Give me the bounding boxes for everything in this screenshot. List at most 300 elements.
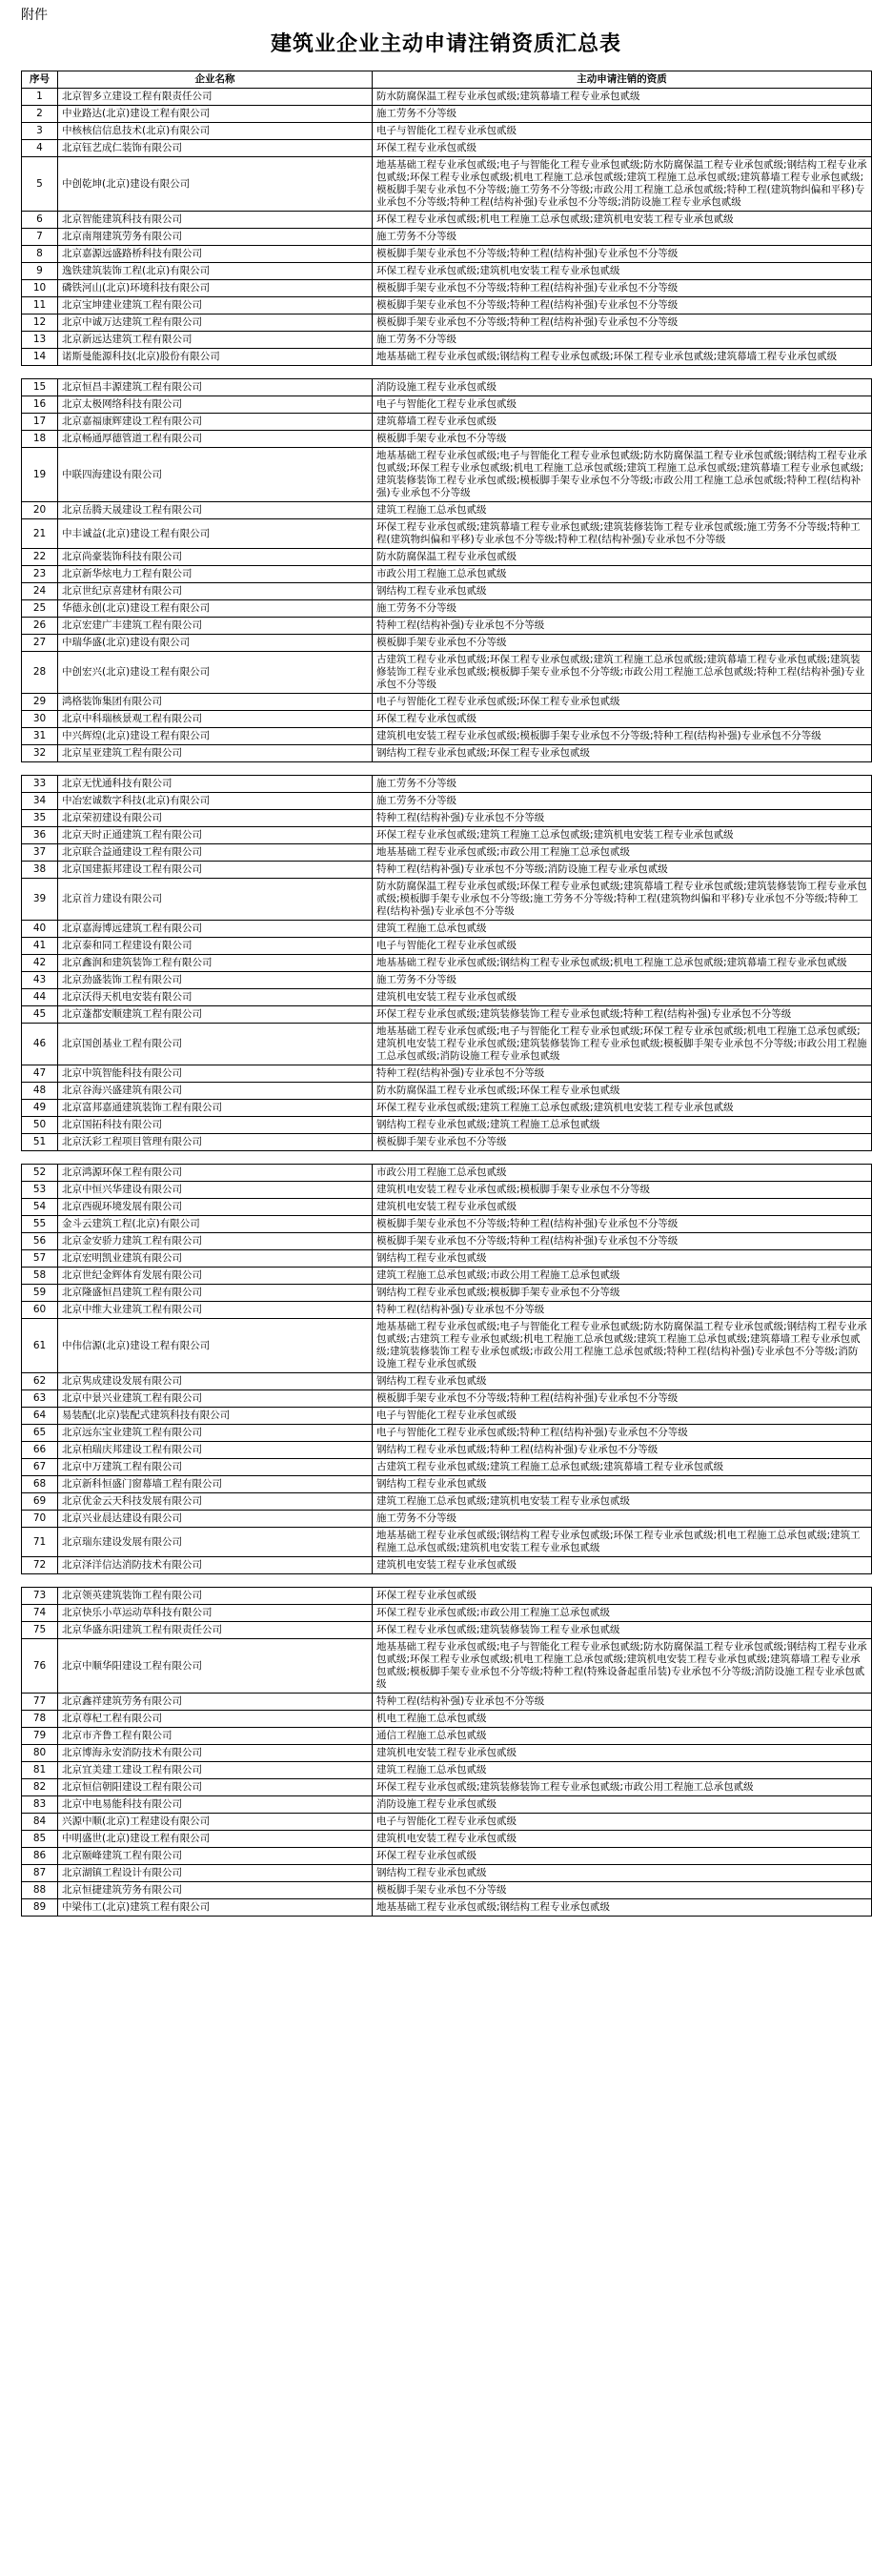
row-seq: 72 [22, 1557, 58, 1574]
table-row [22, 1694, 872, 1711]
table-row [22, 1796, 872, 1814]
row-qualification: 模板脚手架专业承包不分等级 [373, 1134, 872, 1151]
table-row [22, 618, 872, 635]
row-seq: 9 [22, 263, 58, 280]
row-qualification: 钢结构工程专业承包贰级 [373, 583, 872, 600]
row-qualification: 电子与智能化工程专业承包贰级 [373, 1408, 872, 1425]
table-row [22, 263, 872, 280]
row-company-name: 逸铁建筑装饰工程(北京)有限公司 [58, 263, 373, 280]
row-company-name: 北京劲盛装饰工程有限公司 [58, 972, 373, 989]
row-company-name: 易装配(北京)装配式建筑科技有限公司 [58, 1408, 373, 1425]
row-qualification: 防水防腐保温工程专业承包贰级;环保工程专业承包贰级;建筑幕墙工程专业承包贰级;建筑装修装饰工程专业承包贰级;模板脚手架专业承包不分等级;施工劳务不分等级;特种工程(建筑物纠偏和平移)专业承包不分等级;特种工程(结构补强)专业承包不分等级 [373, 879, 872, 921]
group-spacer-cell [22, 762, 872, 776]
table-row [22, 1728, 872, 1745]
table-row [22, 1117, 872, 1134]
table-header-row [22, 71, 872, 89]
row-seq: 23 [22, 566, 58, 583]
row-company-name: 北京远东宝业建筑工程有限公司 [58, 1425, 373, 1442]
row-qualification: 古建筑工程专业承包贰级;环保工程专业承包贰级;建筑工程施工总承包贰级;建筑幕墙工程专业承包贰级;建筑装修装饰工程专业承包贰级;模板脚手架专业承包不分等级;市政公用工程施工总承包贰级;特种工程(结构补强)专业承包不分等级 [373, 652, 872, 694]
table-row [22, 1848, 872, 1865]
table-row [22, 212, 872, 229]
row-seq: 79 [22, 1728, 58, 1745]
row-qualification: 环保工程专业承包贰级 [373, 1588, 872, 1605]
row-seq: 24 [22, 583, 58, 600]
row-seq: 35 [22, 810, 58, 827]
table-row [22, 1899, 872, 1917]
table-row [22, 793, 872, 810]
row-seq: 81 [22, 1762, 58, 1779]
table-row [22, 972, 872, 989]
row-seq: 41 [22, 938, 58, 955]
row-seq: 12 [22, 314, 58, 332]
row-qualification: 地基基础工程专业承包贰级;电子与智能化工程专业承包贰级;防水防腐保温工程专业承包贰级;钢结构工程专业承包贰级;古建筑工程专业承包贰级;机电工程施工总承包贰级;建筑工程施工总承包贰级;建筑幕墙工程专业承包贰级;建筑装修装饰工程专业承包贰级;市政公用工程施工总承包贰级;特种工程(结构补强)专业承包不分等级;消防设施工程专业承包贰级 [373, 1319, 872, 1373]
row-company-name: 北京金安骄力建筑工程有限公司 [58, 1233, 373, 1250]
table-row [22, 106, 872, 123]
row-seq: 78 [22, 1711, 58, 1728]
row-qualification: 钢结构工程专业承包贰级;环保工程专业承包贰级 [373, 745, 872, 762]
row-company-name: 北京中诚万达建筑工程有限公司 [58, 314, 373, 332]
row-qualification: 防水防腐保温工程专业承包贰级 [373, 549, 872, 566]
row-seq: 8 [22, 246, 58, 263]
row-seq: 71 [22, 1528, 58, 1557]
row-seq: 50 [22, 1117, 58, 1134]
table-row [22, 776, 872, 793]
row-qualification: 环保工程专业承包贰级 [373, 140, 872, 157]
row-qualification: 模板脚手架专业承包不分等级 [373, 1882, 872, 1899]
row-company-name: 中联四海建设有限公司 [58, 448, 373, 502]
row-company-name: 北京中电易能科技有限公司 [58, 1796, 373, 1814]
header-qualification: 主动申请注销的资质 [373, 71, 872, 89]
row-company-name: 北京富邦嘉通建筑装饰工程有限公司 [58, 1100, 373, 1117]
row-company-name: 中伟信源(北京)建设工程有限公司 [58, 1319, 373, 1373]
table-row [22, 89, 872, 106]
row-qualification: 电子与智能化工程专业承包贰级 [373, 1814, 872, 1831]
table-row [22, 1100, 872, 1117]
row-seq: 63 [22, 1390, 58, 1408]
row-company-name: 北京谷海兴盛建筑有限公司 [58, 1083, 373, 1100]
row-qualification: 地基基础工程专业承包贰级;电子与智能化工程专业承包贰级;环保工程专业承包贰级;机电工程施工总承包贰级;建筑机电安装工程专业承包贰级;建筑装修装饰工程专业承包贰级;模板脚手架专业承包不分等级;市政公用工程施工总承包贰级;消防设施工程专业承包贰级 [373, 1024, 872, 1065]
row-company-name: 中核核信信息技术(北京)有限公司 [58, 123, 373, 140]
row-company-name: 北京世纪京喜建材有限公司 [58, 583, 373, 600]
row-company-name: 中丰诚益(北京)建设工程有限公司 [58, 519, 373, 549]
row-company-name: 北京隽成建设发展有限公司 [58, 1373, 373, 1390]
row-qualification: 古建筑工程专业承包贰级;建筑工程施工总承包贰级;建筑幕墙工程专业承包贰级 [373, 1459, 872, 1476]
row-company-name: 中兴辉煌(北京)建设工程有限公司 [58, 728, 373, 745]
row-company-name: 北京联合益通建设工程有限公司 [58, 844, 373, 862]
table-row [22, 1493, 872, 1511]
row-qualification: 环保工程专业承包贰级;机电工程施工总承包贰级;建筑机电安装工程专业承包贰级 [373, 212, 872, 229]
row-seq: 32 [22, 745, 58, 762]
row-qualification: 建筑工程施工总承包贰级;建筑机电安装工程专业承包贰级 [373, 1493, 872, 1511]
row-qualification: 地基基础工程专业承包贰级;钢结构工程专业承包贰级;环保工程专业承包贰级;机电工程施工总承包贰级;建筑工程施工总承包贰级;建筑机电安装工程专业承包贰级 [373, 1528, 872, 1557]
row-qualification: 环保工程专业承包贰级;建筑装修装饰工程专业承包贰级;特种工程(结构补强)专业承包不分等级 [373, 1006, 872, 1024]
row-qualification: 地基基础工程专业承包贰级;钢结构工程专业承包贰级;环保工程专业承包贰级;建筑幕墙工程专业承包贰级 [373, 349, 872, 366]
row-qualification: 环保工程专业承包贰级;建筑工程施工总承包贰级;建筑机电安装工程专业承包贰级 [373, 827, 872, 844]
row-company-name: 北京颐峰建筑工程有限公司 [58, 1848, 373, 1865]
row-qualification: 钢结构工程专业承包贰级;模板脚手架专业承包不分等级 [373, 1285, 872, 1302]
row-company-name: 北京宝坤建业建筑工程有限公司 [58, 297, 373, 314]
row-company-name: 北京宏明凯业建筑有限公司 [58, 1250, 373, 1268]
table-row [22, 745, 872, 762]
row-qualification: 市政公用工程施工总承包贰级 [373, 1165, 872, 1182]
row-qualification: 模板脚手架专业承包不分等级;特种工程(结构补强)专业承包不分等级 [373, 297, 872, 314]
row-qualification: 钢结构工程专业承包贰级 [373, 1476, 872, 1493]
group-spacer [22, 366, 872, 379]
row-company-name: 鸿格装饰集团有限公司 [58, 694, 373, 711]
row-seq: 40 [22, 921, 58, 938]
table-row [22, 1588, 872, 1605]
row-company-name: 北京嘉海博远建筑工程有限公司 [58, 921, 373, 938]
row-seq: 6 [22, 212, 58, 229]
row-qualification: 地基基础工程专业承包贰级;市政公用工程施工总承包贰级 [373, 844, 872, 862]
row-seq: 48 [22, 1083, 58, 1100]
row-seq: 38 [22, 862, 58, 879]
table-row [22, 1865, 872, 1882]
row-seq: 21 [22, 519, 58, 549]
table-row [22, 989, 872, 1006]
table-row [22, 246, 872, 263]
row-seq: 11 [22, 297, 58, 314]
row-seq: 20 [22, 502, 58, 519]
row-seq: 37 [22, 844, 58, 862]
row-company-name: 北京瑞东建设发展有限公司 [58, 1528, 373, 1557]
row-company-name: 北京鑫祥建筑劳务有限公司 [58, 1694, 373, 1711]
row-seq: 43 [22, 972, 58, 989]
row-company-name: 北京中维大业建筑工程有限公司 [58, 1302, 373, 1319]
row-seq: 45 [22, 1006, 58, 1024]
table-row [22, 1065, 872, 1083]
row-qualification: 建筑机电安装工程专业承包贰级 [373, 1831, 872, 1848]
row-seq: 16 [22, 396, 58, 414]
row-seq: 31 [22, 728, 58, 745]
row-seq: 2 [22, 106, 58, 123]
table-row [22, 157, 872, 212]
row-seq: 27 [22, 635, 58, 652]
row-company-name: 北京博海永安消防技术有限公司 [58, 1745, 373, 1762]
table-row [22, 1268, 872, 1285]
row-qualification: 建筑机电安装工程专业承包贰级;模板脚手架专业承包不分等级 [373, 1182, 872, 1199]
table-row [22, 414, 872, 431]
table-row [22, 1711, 872, 1728]
row-company-name: 中冶宏诚数字科技(北京)有限公司 [58, 793, 373, 810]
row-seq: 55 [22, 1216, 58, 1233]
group-spacer-cell [22, 1151, 872, 1165]
row-seq: 82 [22, 1779, 58, 1796]
table-row [22, 921, 872, 938]
row-seq: 5 [22, 157, 58, 212]
row-company-name: 北京宜美建工建设工程有限公司 [58, 1762, 373, 1779]
table-row [22, 1182, 872, 1199]
row-seq: 80 [22, 1745, 58, 1762]
row-qualification: 环保工程专业承包贰级;建筑幕墙工程专业承包贰级;建筑装修装饰工程专业承包贰级;施工劳务不分等级;特种工程(建筑物纠偏和平移)专业承包不分等级;特种工程(结构补强)专业承包不分等级 [373, 519, 872, 549]
row-seq: 49 [22, 1100, 58, 1117]
row-seq: 68 [22, 1476, 58, 1493]
table-row [22, 1882, 872, 1899]
row-company-name: 北京中顺华阳建设工程有限公司 [58, 1639, 373, 1694]
table-row [22, 431, 872, 448]
row-company-name: 北京新华炫电力工程有限公司 [58, 566, 373, 583]
row-qualification: 电子与智能化工程专业承包贰级 [373, 396, 872, 414]
row-seq: 88 [22, 1882, 58, 1899]
row-company-name: 北京隆盛恒昌建筑工程有限公司 [58, 1285, 373, 1302]
row-seq: 64 [22, 1408, 58, 1425]
table-row [22, 1390, 872, 1408]
row-seq: 10 [22, 280, 58, 297]
table-row [22, 694, 872, 711]
row-seq: 14 [22, 349, 58, 366]
row-qualification: 模板脚手架专业承包不分等级 [373, 635, 872, 652]
row-company-name: 北京泽洋信达消防技术有限公司 [58, 1557, 373, 1574]
table-row [22, 332, 872, 349]
row-qualification: 模板脚手架专业承包不分等级;特种工程(结构补强)专业承包不分等级 [373, 1233, 872, 1250]
table-row [22, 1814, 872, 1831]
row-seq: 28 [22, 652, 58, 694]
table-row [22, 123, 872, 140]
table-row [22, 1639, 872, 1694]
table-row [22, 1216, 872, 1233]
row-qualification: 电子与智能化工程专业承包贰级;特种工程(结构补强)专业承包不分等级 [373, 1425, 872, 1442]
table-row [22, 379, 872, 396]
table-row [22, 1250, 872, 1268]
row-company-name: 北京恒昌丰源建筑工程有限公司 [58, 379, 373, 396]
row-qualification: 建筑工程施工总承包贰级 [373, 1762, 872, 1779]
row-seq: 57 [22, 1250, 58, 1268]
group-spacer [22, 1151, 872, 1165]
row-seq: 76 [22, 1639, 58, 1694]
row-seq: 62 [22, 1373, 58, 1390]
row-qualification: 钢结构工程专业承包贰级;建筑工程施工总承包贰级 [373, 1117, 872, 1134]
row-qualification: 地基基础工程专业承包贰级;电子与智能化工程专业承包贰级;防水防腐保温工程专业承包贰级;钢结构工程专业承包贰级;环保工程专业承包贰级;机电工程施工总承包贰级;建筑工程施工总承包贰级;建筑幕墙工程专业承包贰级;建筑装修装饰工程专业承包贰级;模板脚手架专业承包不分等级;市政公用工程施工总承包贰级;特种工程(结构补强)专业承包不分等级 [373, 448, 872, 502]
group-spacer-cell [22, 366, 872, 379]
row-company-name: 北京鑫润和建筑装饰工程有限公司 [58, 955, 373, 972]
row-seq: 84 [22, 1814, 58, 1831]
row-seq: 83 [22, 1796, 58, 1814]
row-company-name: 北京智多立建设工程有限责任公司 [58, 89, 373, 106]
row-qualification: 环保工程专业承包贰级 [373, 1848, 872, 1865]
row-qualification: 环保工程专业承包贰级;市政公用工程施工总承包贰级 [373, 1605, 872, 1622]
row-company-name: 北京沃彩工程项目管理有限公司 [58, 1134, 373, 1151]
row-qualification: 模板脚手架专业承包不分等级;特种工程(结构补强)专业承包不分等级 [373, 314, 872, 332]
row-qualification: 防水防腐保温工程专业承包贰级;建筑幕墙工程专业承包贰级 [373, 89, 872, 106]
row-company-name: 北京湖镇工程设计有限公司 [58, 1865, 373, 1882]
group-spacer-cell [22, 1574, 872, 1588]
row-seq: 36 [22, 827, 58, 844]
table-row [22, 1199, 872, 1216]
row-qualification: 环保工程专业承包贰级;建筑装修装饰工程专业承包贰级;市政公用工程施工总承包贰级 [373, 1779, 872, 1796]
table-row [22, 1762, 872, 1779]
row-company-name: 北京中万建筑工程有限公司 [58, 1459, 373, 1476]
row-seq: 74 [22, 1605, 58, 1622]
row-company-name: 北京无忧通科技有限公司 [58, 776, 373, 793]
table-row [22, 1425, 872, 1442]
table-row [22, 1779, 872, 1796]
table-row [22, 879, 872, 921]
row-qualification: 建筑幕墙工程专业承包贰级 [373, 414, 872, 431]
table-row [22, 1557, 872, 1574]
table-row [22, 1006, 872, 1024]
table-row [22, 827, 872, 844]
row-seq: 7 [22, 229, 58, 246]
table-row [22, 297, 872, 314]
row-seq: 34 [22, 793, 58, 810]
row-seq: 73 [22, 1588, 58, 1605]
row-company-name: 北京国建振邦建设工程有限公司 [58, 862, 373, 879]
row-seq: 39 [22, 879, 58, 921]
row-company-name: 北京恒信朝阳建设工程有限公司 [58, 1779, 373, 1796]
row-seq: 70 [22, 1511, 58, 1528]
row-seq: 66 [22, 1442, 58, 1459]
row-company-name: 磷铁河山(北京)环境科技有限公司 [58, 280, 373, 297]
row-seq: 89 [22, 1899, 58, 1917]
row-seq: 67 [22, 1459, 58, 1476]
row-qualification: 建筑工程施工总承包贰级;市政公用工程施工总承包贰级 [373, 1268, 872, 1285]
table-row [22, 1622, 872, 1639]
row-company-name: 兴源中顺(北京)工程建设有限公司 [58, 1814, 373, 1831]
table-row [22, 938, 872, 955]
row-qualification: 模板脚手架专业承包不分等级;特种工程(结构补强)专业承包不分等级 [373, 1216, 872, 1233]
row-seq: 33 [22, 776, 58, 793]
row-seq: 77 [22, 1694, 58, 1711]
row-qualification: 建筑工程施工总承包贰级 [373, 921, 872, 938]
row-company-name: 北京柏瑞庆邦建设工程有限公司 [58, 1442, 373, 1459]
row-qualification: 消防设施工程专业承包贰级 [373, 1796, 872, 1814]
row-company-name: 北京荣初建设有限公司 [58, 810, 373, 827]
row-company-name: 北京沃得天机电安装有限公司 [58, 989, 373, 1006]
row-company-name: 金斗云建筑工程(北京)有限公司 [58, 1216, 373, 1233]
row-company-name: 北京尚豪装饰科技有限公司 [58, 549, 373, 566]
group-spacer [22, 1574, 872, 1588]
table-row [22, 844, 872, 862]
table-row [22, 396, 872, 414]
row-company-name: 中创乾坤(北京)建设有限公司 [58, 157, 373, 212]
row-seq: 65 [22, 1425, 58, 1442]
row-qualification: 钢结构工程专业承包贰级 [373, 1250, 872, 1268]
table-row [22, 1373, 872, 1390]
row-company-name: 北京兴业晨达建设有限公司 [58, 1511, 373, 1528]
row-qualification: 特种工程(结构补强)专业承包不分等级 [373, 810, 872, 827]
row-qualification: 钢结构工程专业承包贰级;特种工程(结构补强)专业承包不分等级 [373, 1442, 872, 1459]
attachment-label: 附件 [21, 8, 48, 23]
table-row [22, 955, 872, 972]
row-seq: 69 [22, 1493, 58, 1511]
row-company-name: 北京蓬都安顺建筑工程有限公司 [58, 1006, 373, 1024]
table-row [22, 1511, 872, 1528]
row-qualification: 消防设施工程专业承包贰级 [373, 379, 872, 396]
table-row [22, 652, 872, 694]
table-row [22, 566, 872, 583]
table-row [22, 502, 872, 519]
row-company-name: 中创宏兴(北京)建设工程有限公司 [58, 652, 373, 694]
table-row [22, 519, 872, 549]
row-qualification: 钢结构工程专业承包贰级 [373, 1865, 872, 1882]
row-seq: 22 [22, 549, 58, 566]
row-seq: 58 [22, 1268, 58, 1285]
table-row [22, 810, 872, 827]
row-qualification: 市政公用工程施工总承包贰级 [373, 566, 872, 583]
row-seq: 19 [22, 448, 58, 502]
row-qualification: 钢结构工程专业承包贰级 [373, 1373, 872, 1390]
row-qualification: 地基基础工程专业承包贰级;钢结构工程专业承包贰级 [373, 1899, 872, 1917]
row-seq: 26 [22, 618, 58, 635]
row-qualification: 施工劳务不分等级 [373, 229, 872, 246]
row-company-name: 北京智能建筑科技有限公司 [58, 212, 373, 229]
row-company-name: 中业路达(北京)建设工程有限公司 [58, 106, 373, 123]
row-seq: 15 [22, 379, 58, 396]
row-company-name: 北京嘉福康辉建设工程有限公司 [58, 414, 373, 431]
table-row [22, 1165, 872, 1182]
row-company-name: 北京华盛东阳建筑工程有限责任公司 [58, 1622, 373, 1639]
row-qualification: 建筑工程施工总承包贰级 [373, 502, 872, 519]
row-seq: 59 [22, 1285, 58, 1302]
table-row [22, 728, 872, 745]
row-company-name: 北京市齐鲁工程有限公司 [58, 1728, 373, 1745]
row-qualification: 施工劳务不分等级 [373, 1511, 872, 1528]
row-qualification: 地基基础工程专业承包贰级;电子与智能化工程专业承包贰级;防水防腐保温工程专业承包贰级;钢结构工程专业承包贰级;环保工程专业承包贰级;机电工程施工总承包贰级;建筑机电安装工程专业承包贰级;建筑幕墙工程专业承包贰级;模板脚手架专业承包不分等级;特种工程(特殊设备起重吊装)专业承包不分等级;消防设施工程专业承包贰级 [373, 1639, 872, 1694]
row-company-name: 北京新科恒盛门窗幕墙工程有限公司 [58, 1476, 373, 1493]
row-company-name: 北京泰和同工程建设有限公司 [58, 938, 373, 955]
table-row [22, 862, 872, 879]
table-row [22, 229, 872, 246]
row-seq: 46 [22, 1024, 58, 1065]
table-row [22, 600, 872, 618]
row-qualification: 模板脚手架专业承包不分等级;特种工程(结构补强)专业承包不分等级 [373, 280, 872, 297]
table-row [22, 1083, 872, 1100]
row-seq: 54 [22, 1199, 58, 1216]
table-row [22, 448, 872, 502]
row-qualification: 建筑机电安装工程专业承包贰级;模板脚手架专业承包不分等级;特种工程(结构补强)专业承包不分等级 [373, 728, 872, 745]
row-qualification: 特种工程(结构补强)专业承包不分等级 [373, 1694, 872, 1711]
row-company-name: 北京中筑智能科技有限公司 [58, 1065, 373, 1083]
row-seq: 4 [22, 140, 58, 157]
row-company-name: 北京宏建广丰建筑工程有限公司 [58, 618, 373, 635]
row-seq: 30 [22, 711, 58, 728]
row-company-name: 北京新远达建筑工程有限公司 [58, 332, 373, 349]
row-company-name: 北京国创基业工程有限公司 [58, 1024, 373, 1065]
row-qualification: 施工劳务不分等级 [373, 776, 872, 793]
row-qualification: 建筑机电安装工程专业承包贰级 [373, 1745, 872, 1762]
header-seq: 序号 [22, 71, 58, 89]
table-row [22, 280, 872, 297]
row-qualification: 特种工程(结构补强)专业承包不分等级;消防设施工程专业承包贰级 [373, 862, 872, 879]
row-company-name: 北京星亚建筑工程有限公司 [58, 745, 373, 762]
row-company-name: 北京天时正通建筑工程有限公司 [58, 827, 373, 844]
row-company-name: 北京中景兴业建筑工程有限公司 [58, 1390, 373, 1408]
row-qualification: 特种工程(结构补强)专业承包不分等级 [373, 618, 872, 635]
table-row [22, 314, 872, 332]
table-row [22, 1319, 872, 1373]
row-company-name: 北京岳腾天晟建设工程有限公司 [58, 502, 373, 519]
table-row [22, 1408, 872, 1425]
row-seq: 3 [22, 123, 58, 140]
row-seq: 44 [22, 989, 58, 1006]
table-row [22, 1459, 872, 1476]
row-company-name: 中明盛世(北京)建设工程有限公司 [58, 1831, 373, 1848]
row-qualification: 环保工程专业承包贰级;建筑机电安装工程专业承包贰级 [373, 263, 872, 280]
row-company-name: 北京快乐小草运动草科技有限公司 [58, 1605, 373, 1622]
row-company-name: 北京西砚环境发展有限公司 [58, 1199, 373, 1216]
row-seq: 51 [22, 1134, 58, 1151]
row-qualification: 建筑机电安装工程专业承包贰级 [373, 989, 872, 1006]
table-row [22, 349, 872, 366]
table-row [22, 1528, 872, 1557]
row-qualification: 施工劳务不分等级 [373, 106, 872, 123]
table-row [22, 1831, 872, 1848]
row-qualification: 施工劳务不分等级 [373, 332, 872, 349]
row-company-name: 中瑞华盛(北京)建设有限公司 [58, 635, 373, 652]
row-company-name: 北京太极网络科技有限公司 [58, 396, 373, 414]
page-title: 建筑业企业主动申请注销资质汇总表 [270, 32, 621, 56]
row-qualification: 特种工程(结构补强)专业承包不分等级 [373, 1065, 872, 1083]
